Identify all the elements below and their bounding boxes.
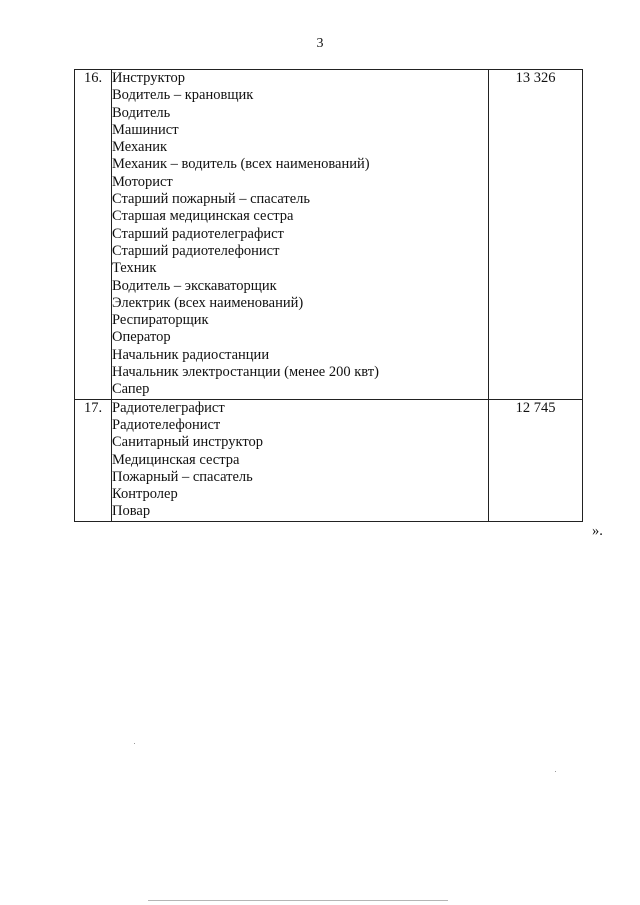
positions-cell xyxy=(112,70,489,400)
table-row xyxy=(75,399,583,521)
position-salary-table xyxy=(74,69,583,522)
position-title: Водитель – крановщик xyxy=(112,87,254,104)
position-title: Старший пожарный – спасатель xyxy=(112,191,311,208)
position-title: Санитарный инструктор xyxy=(112,434,263,451)
position-title: Механик – водитель (всех наименований) xyxy=(112,156,370,173)
position-title: Машинист xyxy=(112,121,179,138)
position-title: Радиотелеграфист xyxy=(112,399,225,416)
position-title: Старший радиотелефонист xyxy=(112,242,280,259)
closing-quote: ». xyxy=(592,523,603,539)
page-number: 3 xyxy=(316,36,324,51)
position-title: Инструктор xyxy=(112,70,185,86)
row-number: 17. xyxy=(75,399,112,521)
position-title: Медицинская сестра xyxy=(112,451,240,468)
position-title: Начальник электростанции (менее 200 квт) xyxy=(112,364,379,381)
position-title: Моторист xyxy=(112,173,173,190)
position-title: Техник xyxy=(112,260,157,277)
positions-cell xyxy=(112,399,489,521)
position-title: Старшая медицинская сестра xyxy=(112,208,294,225)
position-title: Повар xyxy=(112,503,151,520)
position-title: Сапер xyxy=(112,381,150,398)
scan-speck xyxy=(134,743,135,744)
position-title: Электрик (всех наименований) xyxy=(112,294,304,311)
position-title: Контролер xyxy=(112,486,178,503)
position-title: Старший радиотелеграфист xyxy=(112,225,284,242)
scan-speck xyxy=(555,771,556,772)
position-title: Водитель – экскаваторщик xyxy=(112,277,277,294)
table-row xyxy=(75,70,583,400)
position-title: Респираторщик xyxy=(112,312,209,329)
position-title: Начальник радиостанции xyxy=(112,346,270,363)
position-title: Водитель xyxy=(112,104,171,121)
scan-edge-line xyxy=(148,900,448,901)
salary-value: 12 745 xyxy=(489,399,583,521)
position-title: Пожарный – спасатель xyxy=(112,468,253,485)
position-title: Оператор xyxy=(112,329,171,346)
position-title: Механик xyxy=(112,139,168,156)
row-number: 16. xyxy=(75,70,112,400)
position-title: Радиотелефонист xyxy=(112,416,221,433)
salary-value: 13 326 xyxy=(489,70,583,400)
